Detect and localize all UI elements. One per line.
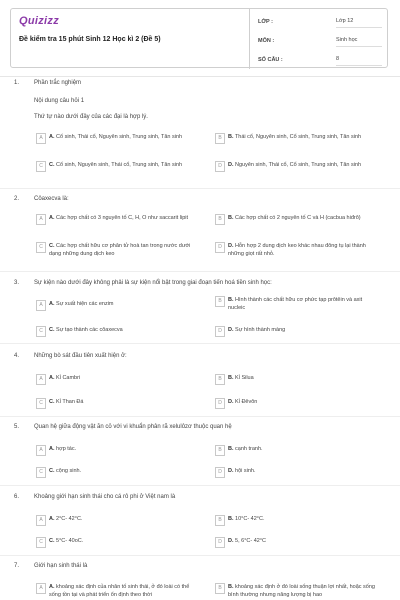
option-b[interactable]: [215, 583, 387, 600]
meta-label: SỐ CÂU :: [258, 57, 283, 63]
option-key: A: [36, 583, 46, 594]
option-text: B. Kỉ Silua: [228, 375, 254, 381]
option-d[interactable]: [215, 161, 387, 179]
option-key: B: [215, 214, 225, 225]
question-number: 4.: [14, 353, 20, 359]
option-a[interactable]: [36, 515, 208, 533]
question-text: Những bò sát đầu tiên xuất hiện ở:: [34, 353, 127, 359]
option-text: D. Nguyên sinh, Thái cổ, Cổ sinh, Trung sinh, Tân sinh: [228, 162, 362, 168]
question-separator: [0, 271, 400, 272]
option-text: A. hợp tác.: [49, 446, 77, 452]
option-text: D. 5, 6°C- 42°C: [228, 538, 267, 544]
option-key: A: [36, 515, 46, 526]
option-key: A: [36, 374, 46, 385]
question-number: 6.: [14, 494, 20, 500]
question-separator: [0, 343, 400, 344]
worksheet-title: Đề kiểm tra 15 phút Sinh 12 Học kì 2 (Đề 5): [19, 36, 161, 43]
question-text: Côaxecva là:: [34, 196, 69, 202]
option-text: C. cộng sinh.: [49, 468, 82, 474]
option-a[interactable]: [36, 374, 208, 392]
option-c[interactable]: [36, 398, 208, 416]
option-c[interactable]: [36, 161, 208, 179]
option-a[interactable]: [36, 583, 208, 600]
option-text: B. Hình thành các chất hữu cơ phức tạp prôtêin và axit nucleic: [228, 297, 363, 311]
option-b[interactable]: [215, 214, 387, 232]
quizizz-logo: Quizizz: [19, 15, 59, 27]
option-a[interactable]: [36, 300, 208, 318]
question-text: Sự kiện nào dưới đây không phải là sự kiện nổi bật trong giai đoạn tiến hoá tiền sinh học:: [34, 280, 272, 286]
question-separator: [0, 485, 400, 486]
option-key: D: [215, 161, 225, 172]
option-text: A. khoảng xác định của nhân tố sinh thái, ở đó loài có thể sống tồn tại và phát triển ổn định theo thời: [49, 584, 190, 598]
option-key: B: [215, 374, 225, 385]
option-text: C. Kỉ Than Đá: [49, 399, 84, 405]
option-b[interactable]: [215, 296, 387, 314]
meta-value: Lớp 12: [336, 16, 382, 28]
option-d[interactable]: [215, 242, 387, 260]
option-text: C. 5°C- 40oC.: [49, 538, 84, 544]
option-text: D. Kỉ Đêvôn: [228, 399, 258, 405]
option-key: B: [215, 583, 225, 594]
option-key: B: [215, 515, 225, 526]
option-b[interactable]: [215, 515, 387, 533]
option-text: D. hội sinh.: [228, 468, 256, 474]
meta-count-row: [250, 50, 390, 70]
option-text: B. 10°C- 42°C.: [228, 516, 265, 522]
option-a[interactable]: [36, 445, 208, 463]
meta-value: Sinh học: [336, 35, 382, 47]
option-d[interactable]: [215, 467, 387, 485]
option-text: C. Sự tạo thành các côaxecva: [49, 327, 123, 333]
option-key: B: [215, 133, 225, 144]
option-key: A: [36, 133, 46, 144]
option-text: B. Thái cổ, Nguyên sinh, Cổ sinh, Trung sinh, Tân sinh: [228, 134, 362, 140]
option-d[interactable]: [215, 537, 387, 555]
question-number: 7.: [14, 563, 20, 569]
option-key: C: [36, 326, 46, 337]
option-c[interactable]: [36, 537, 208, 555]
worksheet-header: [10, 8, 388, 68]
option-text: B. Các hợp chất có 2 nguyên tố C và H (cacbua hiđrô): [228, 215, 361, 221]
option-key: D: [215, 537, 225, 548]
question-subtext: Thứ tự nào dưới đây của các đại là hợp lý.: [34, 114, 148, 120]
question-number: 5.: [14, 424, 20, 430]
option-text: D. Sự hình thành màng: [228, 327, 286, 333]
option-d[interactable]: [215, 398, 387, 416]
option-key: C: [36, 537, 46, 548]
option-text: A. Kỉ Cambri: [49, 375, 81, 381]
option-text: D. Hỗn hợp 2 dung dịch keo khác nhau đông tụ lại thành những giọt rất nhỏ.: [228, 243, 366, 257]
question-number: 2.: [14, 196, 20, 202]
option-key: D: [215, 467, 225, 478]
question-text: Khoảng giới hạn sinh thái cho cá rô phi ở Việt nam là: [34, 494, 176, 500]
option-c[interactable]: [36, 326, 208, 344]
meta-value: 8: [336, 54, 382, 66]
option-key: C: [36, 242, 46, 253]
option-text: A. Các hợp chất có 3 nguyên tố C, H, O như saccarit lipit: [49, 215, 189, 221]
option-key: A: [36, 214, 46, 225]
option-key: C: [36, 161, 46, 172]
option-key: D: [215, 326, 225, 337]
question-separator: [0, 555, 400, 556]
option-key: A: [36, 300, 46, 311]
option-d[interactable]: [215, 326, 387, 344]
option-text: A. 2°C- 42°C.: [49, 516, 83, 522]
option-a[interactable]: [36, 214, 208, 232]
question-text: Quan hệ giữa động vật ăn cỏ với vi khuẩn phân rã xelulôzơ thuộc quan hệ: [34, 424, 232, 430]
option-c[interactable]: [36, 242, 208, 260]
option-text: C. Các hợp chất hữu cơ phân tử hoà tan trong nước dưới dạng những dung dịch keo: [49, 243, 191, 257]
question-number: 3.: [14, 280, 20, 286]
option-text: A. Cổ sinh, Thái cổ, Nguyên sinh, Trung sinh, Tân sinh: [49, 134, 183, 140]
option-key: D: [215, 242, 225, 253]
option-key: B: [215, 445, 225, 456]
option-text: B. cạnh tranh.: [228, 446, 263, 452]
meta-subject-row: [250, 31, 390, 51]
meta-label: LỚP :: [258, 19, 273, 25]
option-b[interactable]: [215, 445, 387, 463]
question-text: Giới hạn sinh thái là: [34, 563, 88, 569]
question-subtext: Nội dung câu hỏi 1: [34, 98, 85, 104]
header-divider: [0, 76, 400, 77]
option-key: B: [215, 296, 225, 307]
option-key: A: [36, 445, 46, 456]
question-text: Phần trắc nghiệm: [34, 80, 82, 86]
meta-class-row: [250, 12, 390, 32]
option-b[interactable]: [215, 374, 387, 392]
meta-panel: [249, 9, 389, 69]
option-text: C. Cổ sinh, Nguyên sinh, Thái cổ, Trung sinh, Tân sinh: [49, 162, 183, 168]
meta-label: MÔN :: [258, 38, 275, 44]
option-b[interactable]: [215, 133, 387, 151]
option-c[interactable]: [36, 467, 208, 485]
question-separator: [0, 188, 400, 189]
option-key: C: [36, 398, 46, 409]
option-text: A. Sự xuất hiện các enzim: [49, 301, 114, 307]
option-key: C: [36, 467, 46, 478]
question-number: 1.: [14, 80, 20, 86]
option-a[interactable]: [36, 133, 208, 151]
option-text: B. khoảng xác định ở đó loài sống thuận lợi nhất, hoặc sống bình thường nhưng năng lượng bị hao: [228, 584, 375, 598]
question-separator: [0, 416, 400, 417]
option-key: D: [215, 398, 225, 409]
